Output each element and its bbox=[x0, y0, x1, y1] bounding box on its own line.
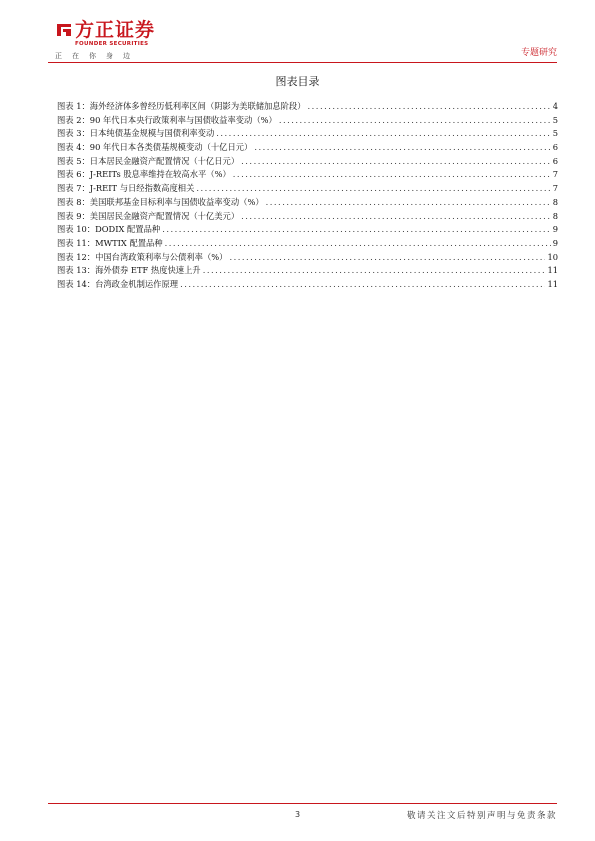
toc-entry[interactable] bbox=[57, 100, 558, 114]
toc-entry-label: 图表 14：台湾政金机制运作原理 bbox=[57, 278, 179, 289]
toc-entry[interactable] bbox=[57, 251, 558, 265]
header-divider bbox=[48, 62, 557, 63]
toc-leader bbox=[308, 100, 551, 114]
toc-entry-label: 图表 9：美国居民金融资产配置情况（十亿美元） bbox=[57, 210, 240, 221]
toc-entry-label: 图表 7：J-REIT 与日经指数高度相关 bbox=[57, 183, 195, 194]
toc-leader bbox=[241, 155, 551, 169]
disclaimer-link[interactable]: 敬请关注文后特别声明与免责条款 bbox=[406, 811, 557, 821]
toc-entry-page: 5 bbox=[552, 114, 558, 125]
report-type-label: 专题研究 bbox=[520, 48, 557, 58]
toc-entry[interactable] bbox=[57, 141, 558, 155]
toc-leader bbox=[254, 141, 550, 155]
toc-entry-page: 7 bbox=[552, 169, 558, 180]
founder-logo-icon bbox=[55, 21, 73, 39]
toc-leader bbox=[180, 278, 545, 292]
toc-entry-page: 6 bbox=[552, 155, 558, 166]
brand-name-en: FOUNDER SECURITIES bbox=[75, 41, 149, 47]
toc-entry[interactable] bbox=[57, 114, 558, 128]
toc-entry-page: 7 bbox=[552, 183, 558, 194]
toc-leader bbox=[203, 264, 546, 278]
toc-entry[interactable] bbox=[57, 278, 558, 292]
toc-leader bbox=[266, 196, 551, 210]
toc-entry-label: 图表 12：中国台湾政策利率与公债利率（%） bbox=[57, 251, 228, 262]
toc-entry-page: 10 bbox=[547, 251, 558, 262]
toc-entry-page: 8 bbox=[552, 210, 558, 221]
toc-entry-page: 11 bbox=[547, 278, 558, 289]
toc-entry-label: 图表 2：90 年代日本央行政策利率与国债收益率变动（%） bbox=[57, 114, 277, 125]
toc-entry-label: 图表 3：日本纯债基金规模与国债利率变动 bbox=[57, 128, 215, 139]
toc-entry-label: 图表 13：海外债券 ETF 热度快速上升 bbox=[57, 265, 201, 276]
toc-entry[interactable] bbox=[57, 210, 558, 224]
toc-entry[interactable] bbox=[57, 223, 558, 237]
toc-leader bbox=[233, 168, 551, 182]
toc-entry-label: 图表 5：日本居民金融资产配置情况（十亿日元） bbox=[57, 155, 240, 166]
toc-leader bbox=[279, 114, 551, 128]
toc-entry[interactable] bbox=[57, 168, 558, 182]
page-number: 3 bbox=[294, 810, 301, 819]
toc-entry[interactable] bbox=[57, 182, 558, 196]
toc-entry-label: 图表 4：90 年代日本各类债基规模变动（十亿日元） bbox=[57, 142, 253, 153]
toc-entry-page: 9 bbox=[552, 224, 558, 235]
page-header bbox=[55, 18, 557, 64]
toc-entry-label: 图表 1：海外经济体多曾经历低利率区间（阴影为美联储加息阶段） bbox=[57, 101, 306, 111]
toc-entry-page: 11 bbox=[547, 265, 558, 276]
toc-entry[interactable] bbox=[57, 196, 558, 210]
toc-leader bbox=[196, 182, 550, 196]
toc-leader bbox=[165, 237, 551, 251]
brand-name-cn: 方正证券 bbox=[75, 19, 156, 41]
toc-entry-label: 图表 8：美国联邦基金目标利率与国债收益率变动（%） bbox=[57, 196, 264, 207]
toc-entry-page: 5 bbox=[552, 128, 558, 139]
toc-entry-page: 8 bbox=[552, 196, 558, 207]
toc-entry-label: 图表 10：DODIX 配置品种 bbox=[57, 224, 161, 235]
toc-entry[interactable] bbox=[57, 155, 558, 169]
toc-entry-label: 图表 11：MWTIX 配置品种 bbox=[57, 237, 163, 248]
toc-entry[interactable] bbox=[57, 237, 558, 251]
toc-title: 图表目录 bbox=[275, 75, 320, 88]
toc-entry-label: 图表 6：J-REITs 股息率维持在较高水平（%） bbox=[57, 169, 231, 180]
footer-divider bbox=[48, 803, 557, 804]
figure-list bbox=[57, 100, 558, 292]
toc-entry[interactable] bbox=[57, 264, 558, 278]
toc-leader bbox=[229, 251, 545, 265]
toc-leader bbox=[241, 210, 551, 224]
toc-entry[interactable] bbox=[57, 127, 558, 141]
toc-entry-page: 4 bbox=[552, 101, 558, 111]
toc-leader bbox=[216, 127, 550, 141]
brand-tagline: 正在你身边 bbox=[55, 52, 140, 60]
toc-entry-page: 6 bbox=[552, 142, 558, 153]
toc-entry-page: 9 bbox=[552, 237, 558, 248]
toc-leader bbox=[162, 223, 551, 237]
